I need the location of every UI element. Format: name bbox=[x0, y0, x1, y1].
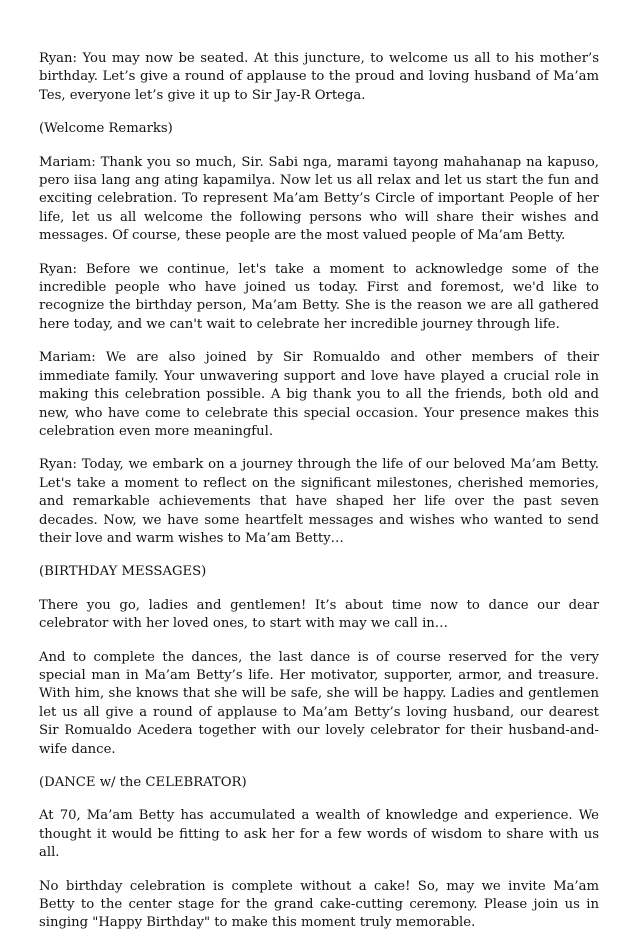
paragraph-ryan-welcome: Ryan: You may now be seated. At this juncture, to welcome us all to his mother’s birthday. Let’s give a round of applause to the proud and loving husband of Ma’am Tes, everyone let’s give it up to Sir Jay-R Ortega. bbox=[39, 51, 599, 103]
paragraph-dance-intro: There you go, ladies and gentlemen! It’s about time now to dance our dear celebrator with her loved ones, to start with may we call in… bbox=[39, 597, 599, 632]
paragraph-last-dance: And to complete the dances, the last dance is of course reserved for the very special man in Ma’am Betty’s life. Her motivator, supporter, armor, and treasure. With him, she knows that she will be safe, she will be happy. Ladies and gentlemen let us all give a round of applause to Ma’am Betty’s loving husband, our dearest Sir Romualdo Acedera together with our lovely celebrator for their husband-and-wife dance. bbox=[39, 649, 599, 757]
stage-direction-welcome-remarks: (Welcome Remarks) bbox=[39, 121, 173, 137]
paragraph-wisdom: At 70, Ma’am Betty has accumulated a wealth of knowledge and experience. We thought it would be fitting to ask her for a few words of wisdom to share with us all. bbox=[39, 808, 599, 861]
paragraph-ryan-journey: Ryan: Today, we embark on a journey through the life of our beloved Ma’am Betty. Let's take a moment to reflect on the significant milestones, cherished memories, and remarkable achievements that have shaped her life over the past seven decades. Now, we have some heartfelt messages and wishes who wanted to send their love and warm wishes to Ma’am Betty… bbox=[39, 457, 599, 546]
paragraph-mariam-family: Mariam: We are also joined by Sir Romualdo and other members of their immediate family. Your unwavering support and love have played a crucial role in making this celebration possible. A big thank you to all the friends, both old and new, who have come to celebrate this special occasion. Your presence makes this celebration even more meaningful. bbox=[39, 350, 599, 439]
stage-direction-birthday-messages: (BIRTHDAY MESSAGES) bbox=[39, 564, 207, 580]
stage-direction-dance: (DANCE w/ the CELEBRATOR) bbox=[39, 775, 247, 790]
paragraph-mariam-thanks: Mariam: Thank you so much, Sir. Sabi nga, marami tayong mahahanap na kapuso, pero iisa lang ang ating kapamilya. Now let us all relax and let us start the fun and exciting celebration. To represent Ma’am Betty’s Circle of important People of her life, let us all welcome the following persons who will share their wishes and messages. Of course, these people are the most valued people of Ma’am Betty. bbox=[39, 154, 599, 244]
paragraph-cake-cutting: No birthday celebration is complete without a cake! So, may we invite Ma’am Betty to the center stage for the grand cake-cutting ceremony. Please join us in singing "Happy Birthday" to make this moment truly memorable. bbox=[39, 878, 599, 931]
paragraph-ryan-acknowledge: Ryan: Before we continue, let's take a moment to acknowledge some of the incredible people who have joined us today. First and foremost, we'd like to recognize the birthday person, Ma’am Betty. She is the reason we are all gathered here today, and we can't wait to celebrate her incredible journey through life. bbox=[39, 261, 599, 332]
document-page bbox=[39, 50, 599, 948]
